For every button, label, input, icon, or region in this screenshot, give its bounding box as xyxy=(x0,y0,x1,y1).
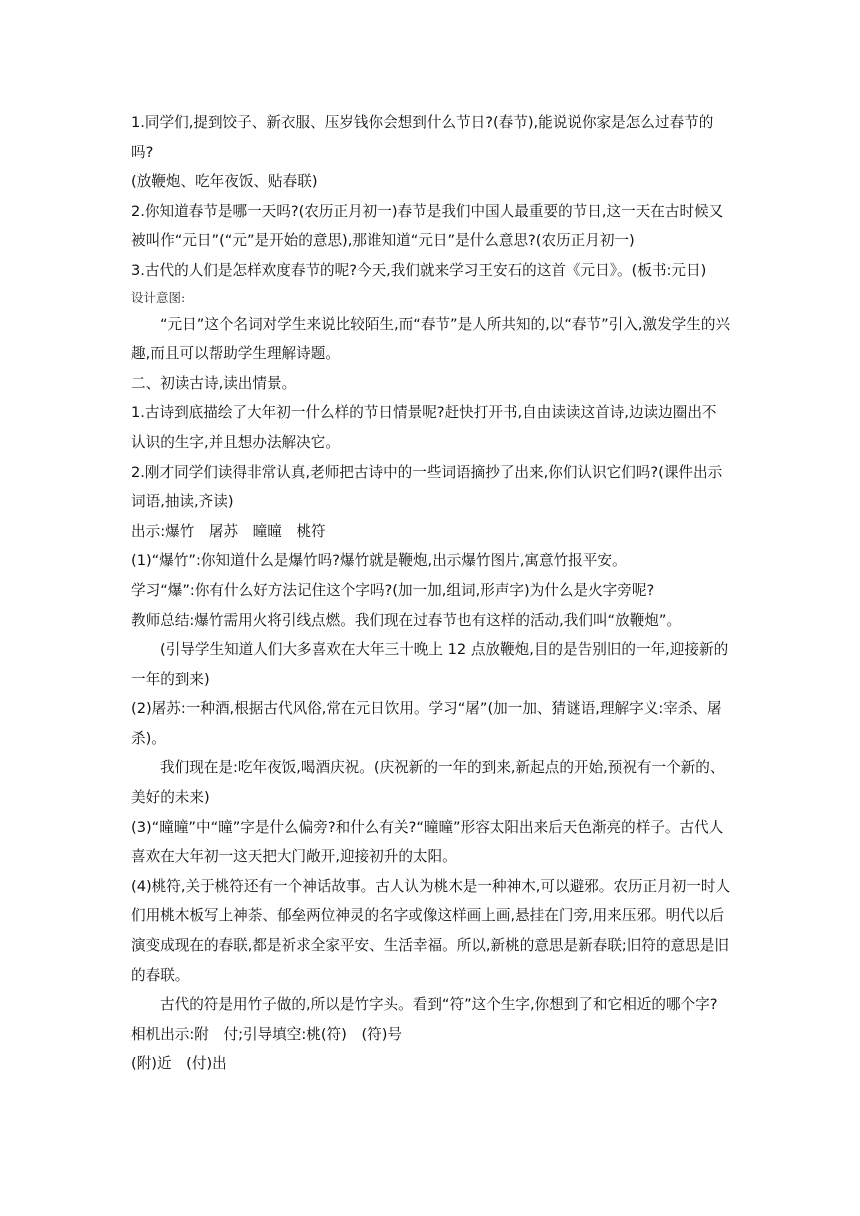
design-intent-heading: 设计意图: xyxy=(131,289,186,305)
paragraph-learn-bao: 学习“爆”:你有什么好方法记住这个字吗?(加一加,组词,形声字)为什么是火字旁呢? xyxy=(131,581,655,599)
paragraph-celebration: 我们现在是:吃年夜饭,喝酒庆祝。(庆祝新的一年的到来,新起点的开始,预祝有一个新的、美好的未来) xyxy=(131,759,725,807)
paragraph-word-1: (1)“爆竹”:你知道什么是爆竹吗?爆竹就是鞭炮,出示爆竹图片,寓意竹报平安。 xyxy=(131,552,627,570)
paragraph-intro-question-3: 3.古代的人们是怎样欢度春节的呢?今天,我们就来学习王安石的这首《元日》。(板书:元日) xyxy=(131,261,707,279)
section-heading-2: 二、初读古诗,读出情景。 xyxy=(131,374,297,392)
paragraph-intro-question-2: 2.你知道春节是哪一天吗?(农历正月初一)春节是我们中国人最重要的节日,这一天在古时候又被叫作“元日”(“元”是开始的意思),那谁知道“元日”是什么意思?(农历正月初一) xyxy=(131,202,724,250)
paragraph-guide-note: (引导学生知道人们大多喜欢在大年三十晚上 12 点放鞭炮,目的是告别旧的一年,迎接新的一年的到来) xyxy=(131,641,729,688)
paragraph-fill-blanks: (附)近 (付)出 xyxy=(131,1055,227,1073)
paragraph-intro-question-1: 1.同学们,提到饺子、新衣服、压岁钱你会想到什么节日?(春节),能说说你家是怎么过春节的吗? xyxy=(131,114,714,161)
paragraph-word-4: (4)桃符,关于桃符还有一个神话故事。古人认为桃木是一种神木,可以避邪。农历正月初一时人们用桃木板写上神荼、郁垒两位神灵的名字或像这样画上画,悬挂在门旁,用来压邪。明代以后演变成现在的春联,都是祈求全家平安、生活幸福。所以,新桃的意思是新春联;旧符的意思是旧的春联。 xyxy=(131,877,731,984)
document-body xyxy=(131,108,731,1079)
paragraph-show-words: 出示:爆竹 屠苏 曈曈 桃符 xyxy=(131,522,326,540)
paragraph-fu-char: 古代的符是用竹子做的,所以是竹字头。看到“符”这个生字,你想到了和它相近的哪个字? xyxy=(160,996,718,1014)
paragraph-word-3: (3)“曈曈”中“曈”字是什么偏旁?和什么有关?“曈曈”形容太阳出来后天色渐亮的样子。古代人喜欢在大年初一这天把大门敞开,迎接初升的太阳。 xyxy=(131,818,724,866)
paragraph-similar-chars: 相机出示:附 付;引导填空:桃(符) (符)号 xyxy=(131,1025,403,1043)
design-intent-text: “元日”这个名词对学生来说比较陌生,而“春节”是人所共知的,以“春节”引入,激发学生的兴趣,而且可以帮助学生理解诗题。 xyxy=(131,315,731,363)
paragraph-teacher-summary: 教师总结:爆竹需用火将引线点燃。我们现在过春节也有这样的活动,我们叫“放鞭炮”。 xyxy=(131,611,682,629)
paragraph-word-2: (2)屠苏:一种酒,根据古代风俗,常在元日饮用。学习“屠”(加一加、猜谜语,理解字义:宰杀、屠杀)。 xyxy=(131,700,722,747)
paragraph-read-2: 2.刚才同学们读得非常认真,老师把古诗中的一些词语摘抄了出来,你们认识它们吗?(课件出示词语,抽读,齐读) xyxy=(131,463,723,511)
paragraph-answer-1: (放鞭炮、吃年夜饭、贴春联) xyxy=(131,173,318,191)
paragraph-read-1: 1.古诗到底描绘了大年初一什么样的节日情景呢?赶快打开书,自由读读这首诗,边读边圈出不认识的生字,并且想办法解决它。 xyxy=(131,404,717,451)
